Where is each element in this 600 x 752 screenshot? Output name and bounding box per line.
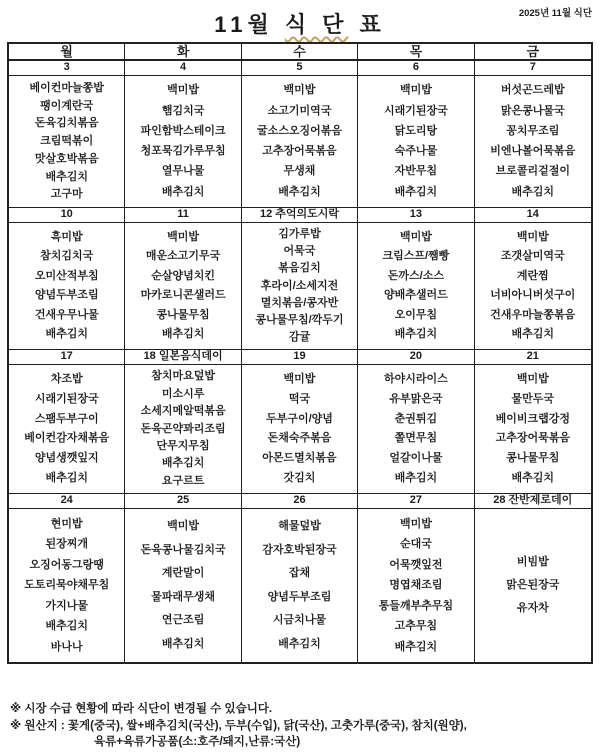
day-menu-cell bbox=[125, 509, 241, 662]
menu-item: 무생채 bbox=[283, 165, 316, 178]
week-1-date-row bbox=[9, 61, 591, 76]
day-menu-cell bbox=[358, 223, 474, 349]
menu-item: 순살양념치킨 bbox=[151, 269, 215, 282]
day-menu-cell bbox=[9, 509, 125, 662]
menu-item: 해물덮밥 bbox=[278, 520, 321, 533]
menu-item: 오이무침 bbox=[394, 308, 438, 321]
menu-item: 버섯곤드레밥 bbox=[500, 84, 565, 97]
menu-item: 배추김치 bbox=[511, 185, 555, 198]
menu-item: 배추김치 bbox=[394, 640, 438, 653]
day-menu-cell bbox=[358, 76, 474, 207]
day-menu-cell bbox=[125, 223, 241, 349]
day-menu-cell bbox=[125, 365, 241, 493]
date-cell: 3 bbox=[9, 61, 125, 75]
day-menu-cell bbox=[475, 223, 591, 349]
doc-ref: 2025년 11월 식단 bbox=[518, 8, 592, 19]
day-menu-cell bbox=[242, 76, 358, 207]
day-menu-cell bbox=[475, 509, 591, 662]
page-title-underlined: 식 단 bbox=[284, 12, 349, 37]
page-title bbox=[0, 8, 600, 39]
week-4-date-row bbox=[9, 494, 591, 509]
menu-item: 오징어동그랑땡 bbox=[29, 558, 104, 571]
week-2-date-row bbox=[9, 208, 591, 223]
date-cell: 25 bbox=[125, 494, 241, 508]
date-cell: 26 bbox=[242, 494, 358, 508]
menu-item: 너비아니버섯구이 bbox=[490, 289, 576, 302]
menu-item: 비엔나볼어묵볶음 bbox=[490, 145, 576, 158]
weekday-header-0: 월 bbox=[9, 44, 125, 59]
date-cell: 14 bbox=[526, 208, 539, 220]
menu-item: 배추김치 bbox=[394, 472, 438, 485]
menu-item: 배추김치 bbox=[161, 637, 205, 650]
weekday-header-1: 화 bbox=[125, 44, 241, 59]
menu-item: 잡채 bbox=[288, 567, 311, 580]
menu-item: 오미산적부침 bbox=[34, 269, 99, 282]
menu-item: 명엽채조림 bbox=[389, 579, 443, 591]
date-cell: 6 bbox=[358, 61, 474, 75]
date-cell: 17 bbox=[9, 350, 125, 364]
menu-item: 시래기된장국 bbox=[34, 392, 99, 405]
menu-item: 자반무침 bbox=[394, 165, 438, 178]
menu-item: 갓김치 bbox=[283, 472, 316, 485]
date-cell: 27 bbox=[358, 494, 474, 508]
menu-item: 현미밥 bbox=[50, 517, 83, 530]
menu-item: 배추김치 bbox=[278, 637, 321, 650]
menu-item: 스팸두부구이 bbox=[34, 412, 99, 425]
weekday-header-row bbox=[9, 44, 591, 61]
date-cell: 7 bbox=[529, 61, 536, 73]
menu-item: 양배추샐러드 bbox=[384, 289, 448, 302]
menu-item: 물파래무생채 bbox=[151, 590, 215, 603]
menu-item: 백미밥 bbox=[399, 230, 432, 243]
menu-item: 콩나물무침 bbox=[156, 308, 210, 321]
menu-item: 배추김치 bbox=[511, 472, 555, 485]
menu-item: 조갯살미역국 bbox=[500, 250, 565, 263]
date-cell: 10 bbox=[9, 208, 125, 222]
menu-item: 볶음김치 bbox=[278, 262, 321, 275]
day-menu-cell bbox=[358, 365, 474, 493]
menu-item: 브로콜리겉절이 bbox=[495, 165, 570, 178]
date-cell: 20 bbox=[358, 350, 474, 364]
menu-item: 양념생깻잎지 bbox=[34, 452, 99, 465]
menu-item: 굴소스오징어볶음 bbox=[256, 124, 342, 137]
menu-item: 베이컨감자채볶음 bbox=[24, 432, 110, 445]
menu-item: 콩나물무침 bbox=[506, 452, 560, 465]
date-cell: 12 추억의도시락 bbox=[242, 208, 358, 222]
menu-item: 팽이계란국 bbox=[40, 99, 94, 112]
menu-item: 멸치볶음/콩자반 bbox=[260, 296, 339, 309]
menu-item: 백미밥 bbox=[167, 84, 200, 97]
day-menu-cell bbox=[475, 365, 591, 493]
menu-item: 돈까스/소스 bbox=[387, 269, 444, 282]
menu-table bbox=[7, 42, 593, 664]
date-cell: 18 일본음식데이 bbox=[125, 350, 241, 364]
page-title-prefix: 11월 bbox=[214, 12, 285, 37]
menu-item: 맑은콩나물국 bbox=[500, 104, 565, 117]
menu-item: 미소시루 bbox=[161, 387, 205, 400]
menu-item: 통들깨부추무침 bbox=[378, 599, 454, 612]
weekday-header-4: 금 bbox=[526, 44, 540, 59]
day-menu-cell bbox=[9, 76, 125, 207]
week-2-menu-row bbox=[9, 223, 591, 350]
date-cell: 13 bbox=[358, 208, 474, 222]
date-cell: 24 bbox=[9, 494, 125, 508]
menu-item: 참치김치국 bbox=[40, 250, 94, 263]
footer-notes bbox=[10, 701, 467, 751]
menu-item: 계란말이 bbox=[161, 567, 205, 580]
menu-item: 연근조림 bbox=[161, 614, 205, 627]
menu-item: 돈육김치볶음 bbox=[34, 117, 99, 130]
menu-item: 참치마요덮밥 bbox=[151, 370, 215, 383]
date-cell: 28 잔반제로데이 bbox=[493, 494, 573, 506]
menu-item: 백미밥 bbox=[516, 230, 549, 243]
menu-item: 베이비크랩강정 bbox=[495, 412, 570, 425]
menu-item: 백미밥 bbox=[167, 230, 200, 243]
date-cell: 21 bbox=[526, 350, 539, 362]
date-cell: 19 bbox=[242, 350, 358, 364]
menu-item: 마카로니콘샐러드 bbox=[140, 289, 226, 302]
week-3-menu-row bbox=[9, 365, 591, 494]
menu-item: 건새우마늘쫑볶음 bbox=[490, 308, 576, 321]
menu-item: 돈육콩나물김치국 bbox=[140, 543, 226, 556]
day-menu-cell bbox=[242, 223, 358, 349]
menu-item: 크림떡볶이 bbox=[40, 135, 94, 147]
date-cell: 4 bbox=[125, 61, 241, 75]
menu-item: 베이컨마늘쫑밥 bbox=[29, 81, 104, 94]
menu-item: 춘권튀김 bbox=[394, 412, 438, 425]
menu-item: 배추김치 bbox=[511, 328, 555, 341]
menu-item: 배추김치 bbox=[161, 457, 205, 470]
menu-item: 크림스프/쨈빵 bbox=[382, 250, 450, 263]
menu-item: 배추김치 bbox=[161, 185, 205, 198]
menu-item: 김가루밥 bbox=[278, 228, 321, 241]
menu-item: 시래기된장국 bbox=[384, 104, 448, 117]
menu-item: 어묵깻잎전 bbox=[389, 558, 443, 571]
menu-item: 맑은된장국 bbox=[506, 579, 560, 591]
menu-item: 열무나물 bbox=[161, 165, 205, 178]
day-menu-cell bbox=[9, 223, 125, 349]
menu-item: 백미밥 bbox=[399, 517, 432, 530]
menu-item: 가지나물 bbox=[45, 599, 88, 612]
menu-item: 소세지메알떡볶음 bbox=[140, 405, 226, 418]
week-1-menu-row bbox=[9, 76, 591, 208]
menu-item: 양념두부조림 bbox=[267, 590, 332, 603]
menu-item: 순대국 bbox=[399, 538, 432, 550]
menu-item: 매운소고기무국 bbox=[145, 250, 221, 263]
menu-item: 청포묵김가루무침 bbox=[140, 145, 226, 158]
week-3-date-row bbox=[9, 350, 591, 365]
menu-item: 쫄면무침 bbox=[394, 432, 438, 445]
menu-item: 요구르트 bbox=[161, 474, 205, 487]
menu-item: 양념두부조림 bbox=[34, 289, 99, 302]
menu-item: 배추김치 bbox=[45, 328, 88, 341]
menu-item: 백미밥 bbox=[283, 84, 316, 97]
menu-item: 후라이/소세지전 bbox=[260, 279, 339, 292]
menu-item: 바나나 bbox=[50, 640, 83, 653]
menu-item: 백미밥 bbox=[167, 520, 200, 533]
day-menu-cell bbox=[242, 365, 358, 493]
weekday-header-3: 목 bbox=[358, 44, 474, 59]
menu-item: 유부맑은국 bbox=[389, 392, 443, 405]
menu-item: 콩나물무침/깍두기 bbox=[255, 313, 344, 326]
menu-item: 비빔밥 bbox=[516, 556, 549, 568]
menu-item: 어묵국 bbox=[283, 245, 316, 258]
menu-item: 물만두국 bbox=[511, 392, 555, 405]
footer-note-origin-continued: 육류+육류가공품(소:호주/돼지,난류:국산) bbox=[94, 736, 301, 748]
menu-item: 차조밥 bbox=[50, 372, 83, 385]
footer-note-origin: ※ 원산지 : 꽃게(중국), 쌀+배추김치(국산), 두부(수입), 닭(국산), 고춧가루(중국), 참치(원양), bbox=[10, 719, 467, 732]
day-menu-cell bbox=[9, 365, 125, 493]
menu-item: 된장찌개 bbox=[45, 538, 88, 550]
menu-item: 꽁치무조림 bbox=[506, 124, 560, 137]
menu-item: 건새우무나물 bbox=[34, 308, 99, 321]
menu-item: 배추김치 bbox=[45, 472, 88, 485]
menu-item: 맛살호박볶음 bbox=[34, 152, 99, 165]
menu-item: 소고기미역국 bbox=[267, 104, 332, 117]
menu-item: 도토리묵야채무침 bbox=[24, 579, 110, 591]
menu-item: 떡국 bbox=[288, 392, 311, 405]
menu-item: 백미밥 bbox=[283, 372, 316, 385]
date-cell: 5 bbox=[242, 61, 358, 75]
menu-item: 닭도리탕 bbox=[394, 124, 438, 137]
menu-item: 시금치나물 bbox=[272, 614, 327, 627]
menu-item: 백미밥 bbox=[399, 84, 432, 97]
week-4-menu-row bbox=[9, 509, 591, 662]
menu-item: 배추김치 bbox=[45, 620, 88, 632]
page-title-suffix: 표 bbox=[348, 12, 386, 37]
menu-item: 숙주나물 bbox=[394, 145, 438, 158]
menu-item: 배추김치 bbox=[161, 328, 205, 341]
menu-item: 계란찜 bbox=[516, 269, 549, 282]
menu-item: 아몬드멸치볶음 bbox=[262, 452, 337, 465]
menu-item: 햄김치국 bbox=[161, 104, 205, 117]
menu-item: 감자호박된장국 bbox=[262, 543, 337, 556]
menu-item: 고추장어묵볶음 bbox=[495, 432, 570, 445]
menu-item: 고추무침 bbox=[394, 620, 438, 632]
menu-item: 돈육곤약꽈리조림 bbox=[140, 422, 226, 435]
menu-item: 단무지무침 bbox=[156, 439, 210, 452]
menu-item: 감귤 bbox=[288, 330, 311, 343]
menu-item: 배추김치 bbox=[394, 328, 438, 341]
menu-item: 배추김치 bbox=[45, 170, 88, 183]
weekday-header-2: 수 bbox=[242, 44, 358, 59]
menu-item: 고추장어묵볶음 bbox=[262, 145, 337, 158]
menu-item: 고구마 bbox=[50, 188, 83, 201]
menu-item: 파인함박스테이크 bbox=[140, 124, 226, 137]
menu-item: 두부구이/양념 bbox=[266, 412, 333, 425]
menu-item: 백미밥 bbox=[516, 372, 549, 385]
menu-item: 흑미밥 bbox=[50, 230, 83, 243]
date-cell: 11 bbox=[125, 208, 241, 222]
day-menu-cell bbox=[242, 509, 358, 662]
menu-item: 배추김치 bbox=[394, 185, 438, 198]
day-menu-cell bbox=[125, 76, 241, 207]
day-menu-cell bbox=[358, 509, 474, 662]
menu-item: 유자차 bbox=[516, 602, 549, 614]
footer-note-change: ※ 시장 수급 현황에 따라 식단이 변경될 수 있습니다. bbox=[10, 703, 273, 715]
menu-item: 배추김치 bbox=[278, 185, 321, 198]
menu-item: 돈채숙주볶음 bbox=[267, 432, 332, 445]
menu-item: 하야시라이스 bbox=[384, 372, 448, 385]
day-menu-cell bbox=[475, 76, 591, 207]
menu-item: 얼갈이나물 bbox=[389, 452, 443, 465]
